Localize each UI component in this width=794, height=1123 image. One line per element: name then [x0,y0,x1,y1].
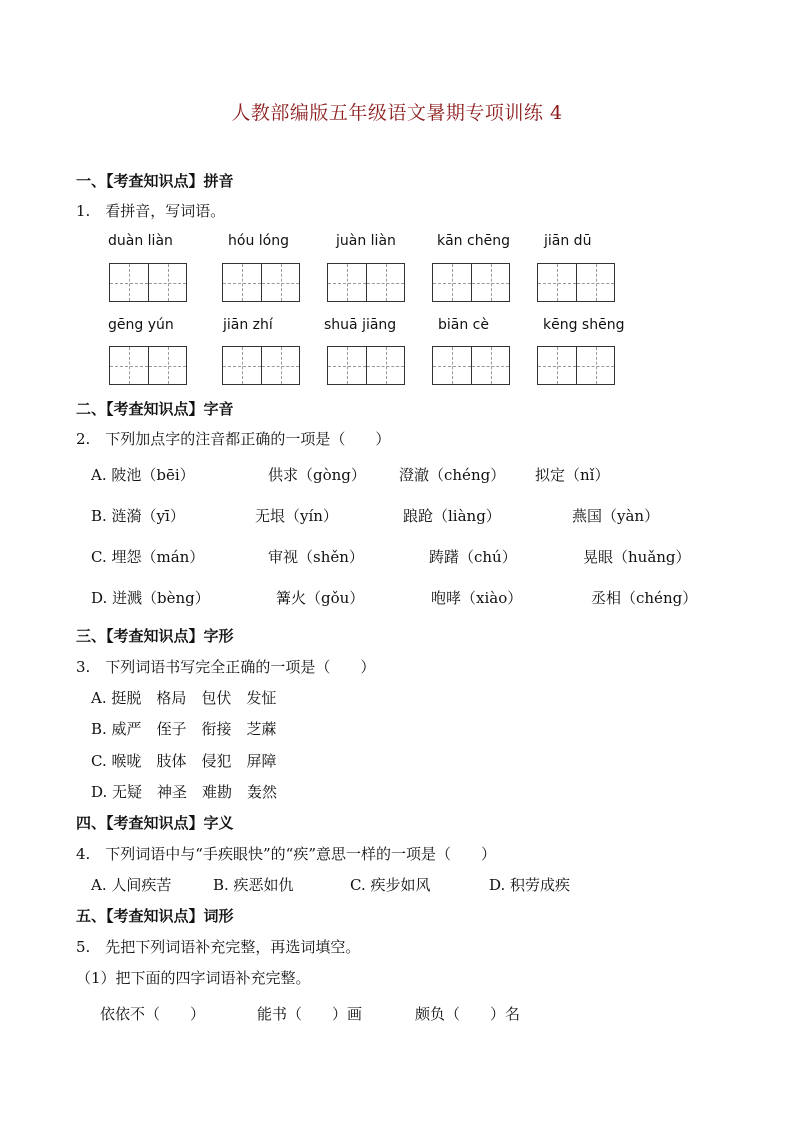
writing-grid-box[interactable] [109,263,187,302]
writing-grid-box[interactable] [222,346,300,385]
option-b-item: 无垠（yín） [255,507,338,525]
option-b-item: 踉跄（liàng） [403,507,501,525]
question-1: 1. 看拼音，写词语。 [76,202,226,220]
option-a[interactable]: A. 人间疾苦 [91,876,172,894]
section-5-heading: 五、【考查知识点】词形 [76,907,234,925]
writing-grid-box[interactable] [537,346,615,385]
sub-question-1: （1）把下面的四字词语补充完整。 [76,969,311,987]
page-title: 人教部编版五年级语文暑期专项训练 4 [231,102,563,124]
writing-grid-box[interactable] [537,263,615,302]
option-c-item[interactable]: C. 埋怨（mán） [91,548,205,566]
fill-blank-item[interactable]: 依依不（ ） [100,1005,206,1023]
pinyin-label: gēng yún [108,317,174,333]
option-d[interactable]: D. 积劳成疾 [489,876,571,894]
option-c[interactable]: C. 疾步如风 [350,876,431,894]
option-a-item: 供求（gòng） [268,466,366,484]
pinyin-label: kēng shēng [543,317,625,333]
option-c-item: 审视（shěn） [268,548,364,566]
question-4: 4. 下列词语中与“手疾眼快”的“疾”意思一样的一项是（ ） [76,845,496,863]
question-5: 5. 先把下列词语补充完整，再选词填空。 [76,938,361,956]
pinyin-label: biān cè [438,317,489,333]
pinyin-label: shuā jiāng [324,317,397,333]
option-d[interactable]: D. 无疑 神圣 难勘 轰然 [91,783,278,801]
question-2: 2. 下列加点字的注音都正确的一项是（ ） [76,430,391,448]
section-3-heading: 三、【考查知识点】字形 [76,627,234,645]
option-d-item: 篝火（gǒu） [276,589,365,607]
option-a-item[interactable]: A. 陂池（bēi） [91,466,195,484]
option-c[interactable]: C. 喉咙 肢体 侵犯 屏障 [91,752,277,770]
pinyin-label: jiān dū [544,233,592,249]
option-c-item: 踌躇（chú） [429,548,517,566]
fill-blank-item[interactable]: 颇负（ ）名 [415,1005,521,1023]
pinyin-label: kān chēng [437,233,510,249]
option-a-item: 澄澈（chéng） [399,466,506,484]
option-b[interactable]: B. 疾恶如仇 [213,876,294,894]
option-d-item: 咆哮（xiào） [431,589,523,607]
option-b-item[interactable]: B. 涟漪（yī） [91,507,185,525]
writing-grid-box[interactable] [327,263,405,302]
pinyin-label: hóu lóng [228,233,289,249]
writing-grid-box[interactable] [432,263,510,302]
pinyin-label: duàn liàn [108,233,173,249]
option-a[interactable]: A. 挺脱 格局 包伏 发怔 [91,689,277,707]
section-1-heading: 一、【考查知识点】拼音 [76,172,234,190]
option-b-item: 燕国（yàn） [572,507,660,525]
fill-blank-item[interactable]: 能书（ ）画 [257,1005,363,1023]
pinyin-label: juàn liàn [336,233,396,249]
pinyin-label: jiān zhí [223,317,273,333]
writing-grid-box[interactable] [109,346,187,385]
writing-grid-box[interactable] [222,263,300,302]
writing-grid-box[interactable] [327,346,405,385]
section-2-heading: 二、【考查知识点】字音 [76,400,234,418]
option-d-item[interactable]: D. 迸溅（bèng） [91,589,210,607]
option-d-item: 丞相（chéng） [591,589,698,607]
question-3: 3. 下列词语书写完全正确的一项是（ ） [76,658,376,676]
section-4-heading: 四、【考查知识点】字义 [76,814,234,832]
option-b[interactable]: B. 威严 侄子 衔接 芝蔴 [91,720,277,738]
option-c-item: 晃眼（huǎng） [583,548,691,566]
option-a-item: 拟定（nǐ） [535,466,610,484]
writing-grid-box[interactable] [432,346,510,385]
